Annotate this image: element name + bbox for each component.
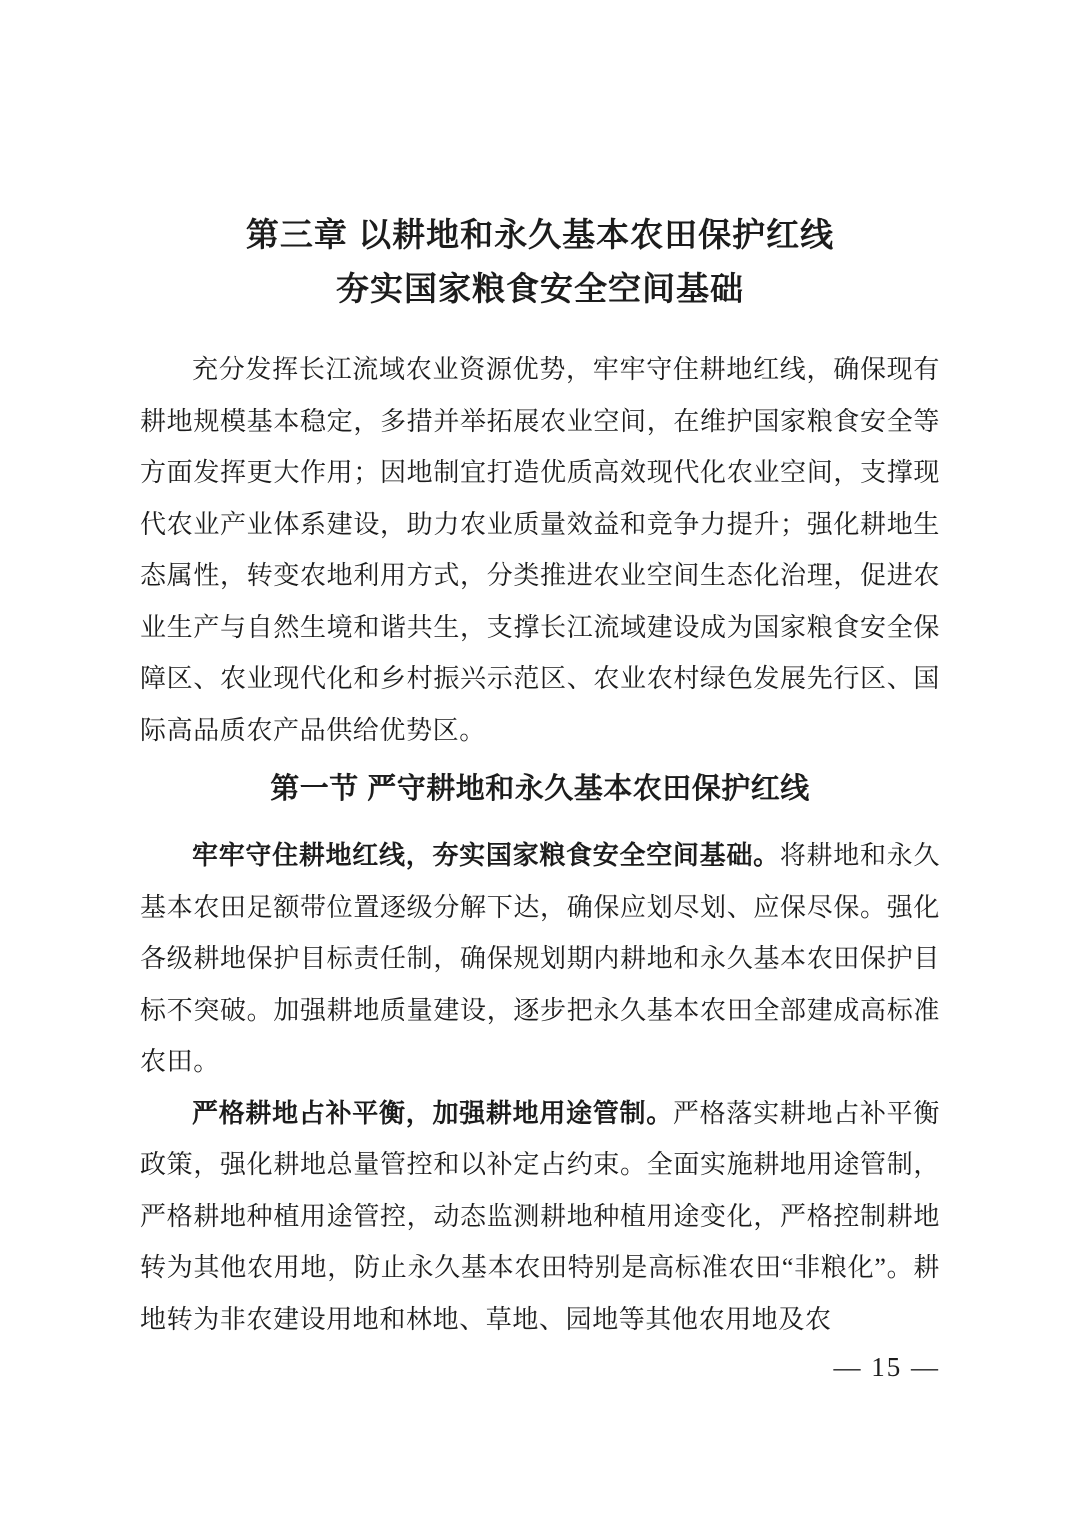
page-content — [140, 0, 940, 1345]
paragraph-balance — [140, 1088, 940, 1346]
paragraph-redline — [140, 830, 940, 1088]
page-number: — 15 — — [833, 1352, 940, 1382]
paragraph-balance-lead: 严格耕地占补平衡，加强耕地用途管制。 — [192, 1098, 673, 1128]
section-title: 第一节 严守耕地和永久基本农田保护红线 — [270, 773, 810, 805]
chapter-title — [140, 208, 940, 316]
paragraph-overview: 充分发挥长江流域农业资源优势，牢牢守住耕地红线，确保现有耕地规模基本稳定，多措并举拓展农业空间，在维护国家粮食安全等方面发挥更大作用；因地制宜打造优质高效现代化农业空间，支撑现代农业产业体系建设，助力农业质量效益和竞争力提升；强化耕地生态属性，转变农地利用方式，分类推进农业空间生态化治理，促进农业生产与自然生境和谐共生，支撑长江流域建设成为国家粮食安全保障区、农业现代化和乡村振兴示范区、农业农村绿色发展先行区、国际高品质农产品供给优势区。 — [140, 355, 940, 745]
chapter-title-line2: 夯实国家粮食安全空间基础 — [336, 270, 744, 307]
chapter-title-line1: 第三章 以耕地和永久基本农田保护红线 — [245, 216, 835, 253]
paragraph-balance-body: 严格落实耕地占补平衡政策，强化耕地总量管控和以补定占约束。全面实施耕地用途管制，严格耕地种植用途管控，动态监测耕地种植用途变化，严格控制耕地转为其他农用地，防止永久基本农田特别是高标准农田“非粮化”。耕地转为非农建设用地和林地、草地、园地等其他农用地及农 — [140, 1098, 940, 1334]
paragraph-redline-body: 将耕地和永久基本农田足额带位置逐级分解下达，确保应划尽划、应保尽保。强化各级耕地保护目标责任制，确保规划期内耕地和永久基本农田保护目标不突破。加强耕地质量建设，逐步把永久基本农田全部建成高标准农田。 — [140, 841, 941, 1076]
paragraph-redline-lead: 牢牢守住耕地红线，夯实国家粮食安全空间基础。 — [192, 841, 780, 870]
